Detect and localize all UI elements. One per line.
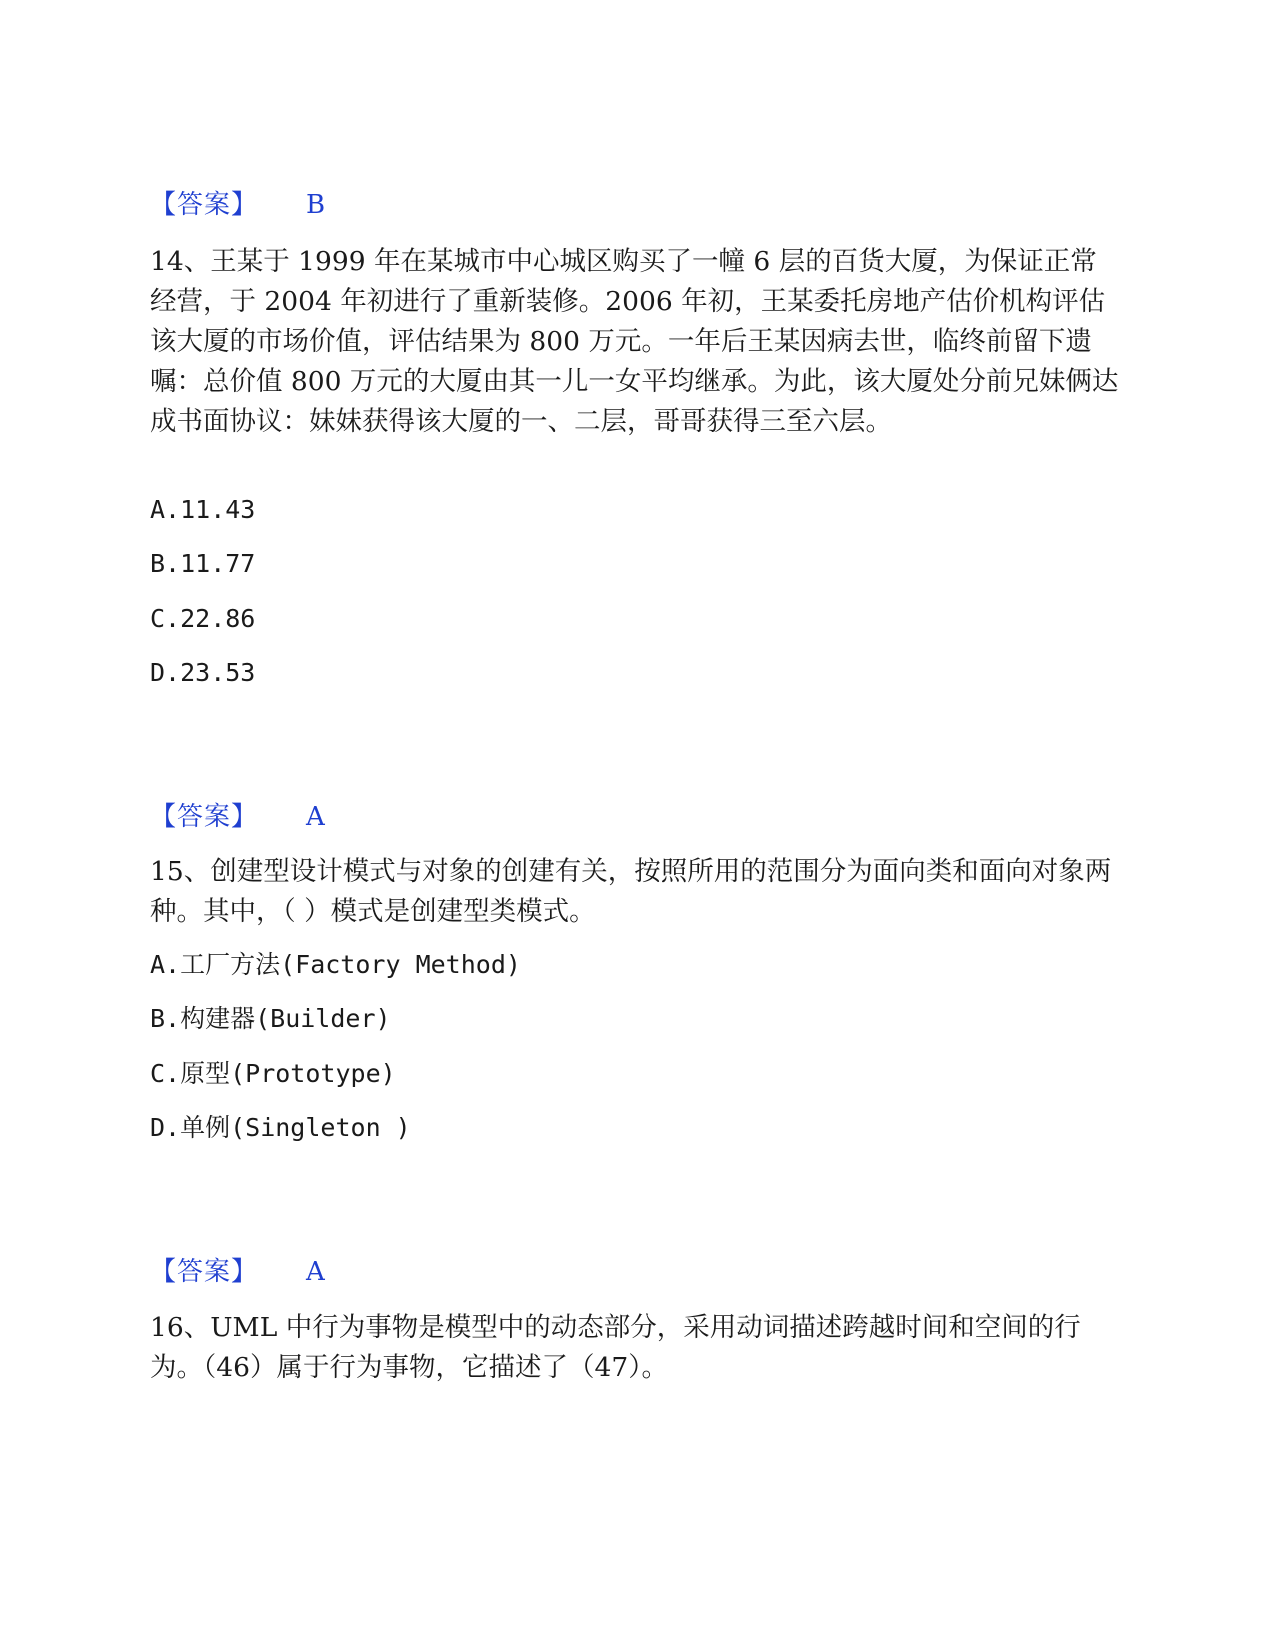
option-a: A.工厂方法(Factory Method) [150, 950, 521, 979]
option-a: A.11.43 [150, 495, 256, 524]
option-b: B.11.77 [150, 549, 256, 578]
answer-value: B [306, 190, 326, 220]
answer-value: A [306, 1257, 325, 1287]
answer-line [150, 188, 325, 222]
option-c: C.22.86 [150, 604, 256, 633]
answer-label: 【答案】 [150, 190, 259, 220]
answer-value: A [306, 802, 325, 832]
option-d: D.单例(Singleton ) [150, 1113, 411, 1142]
question-text: 16、UML 中行为事物是模型中的动态部分，采用动词描述跨越时间和空间的行为。（46）属于行为事物，它描述了（47）。 [150, 1312, 1081, 1383]
question-text: 14、王某于 1999 年在某城市中心城区购买了一幢 6 层的百货大厦，为保证正常经营，于 2004 年初进行了重新装修。2006 年初，王某委托房地产估价机构评估该大厦的市场价值，评估结果为 800 万元。一年后王某因病去世，临终前留下遗嘱：总价值 800 万元的大厦由其一儿一女平均继承。为此，该大厦处分前兄妹俩达成书面协议：妹妹获得该大厦的一、二层，哥哥获得三至六层。 [150, 246, 1119, 437]
option-d: D.23.53 [150, 658, 256, 687]
option-b: B.构建器(Builder) [150, 1004, 391, 1033]
answer-line [150, 800, 325, 834]
option-c: C.原型(Prototype) [150, 1059, 396, 1088]
question-text: 15、创建型设计模式与对象的创建有关，按照所用的范围分为面向类和面向对象两种。其中，（ ）模式是创建型类模式。 [150, 856, 1112, 927]
answer-line [150, 1255, 325, 1289]
answer-label: 【答案】 [150, 802, 259, 832]
answer-label: 【答案】 [150, 1257, 259, 1287]
